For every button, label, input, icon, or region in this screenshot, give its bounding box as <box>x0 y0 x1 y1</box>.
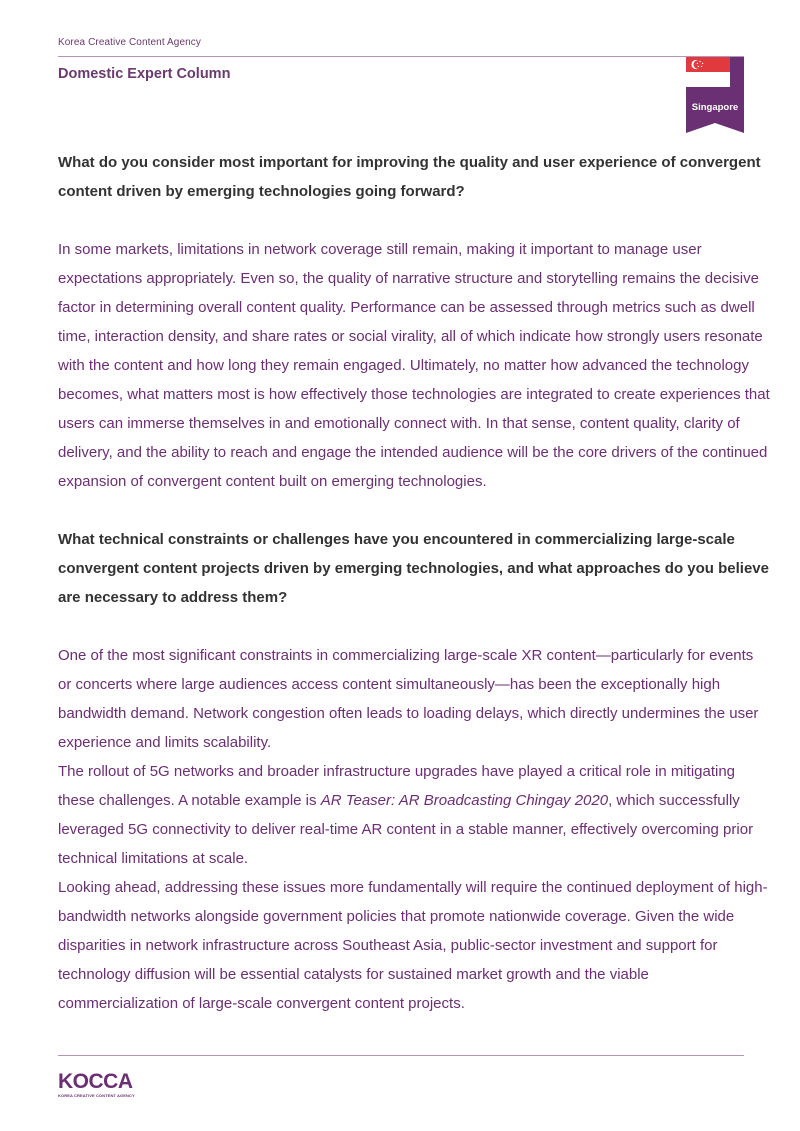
logo-wordmark: KOCCA <box>58 1070 133 1093</box>
header-divider <box>58 56 744 57</box>
answer-2-paragraph-1: One of the most significant constraints in commercializing large-scale XR content—particularly for events or concerts where large audiences access content simultaneously—has been the exceptionally high bandwidth demand. Network congestion often leads to loading delays, which directly undermines the user experience and limits scalability. <box>58 647 759 751</box>
kocca-logo <box>58 1070 158 1102</box>
singapore-flag-icon <box>686 57 730 87</box>
answer-2-text-before: The rollout of 5G networks and broader infrastructure upgrades have played a critical role in mitigating these challenges. A notable example is <box>58 763 736 809</box>
answer-2-paragraph-3: Looking ahead, addressing these issues more fundamentally will require the continued deployment of high-bandwidth networks alongside government policies that promote nationwide coverage. Given the wide disparities in network infrastructure across Southeast Asia, public-sector investment and support for technology diffusion will be essential catalysts for sustained market growth and the viable commercialization of large-scale convergent content projects. <box>58 879 768 1012</box>
answer-2-text-after: , which successfully leveraged 5G connectivity to deliver real-time AR content in a stable manner, effectively overcoming prior technical limitations at scale. <box>58 792 754 867</box>
country-label: Singapore <box>691 102 739 113</box>
answer-2-paragraph-2 <box>58 757 770 873</box>
question-2: What technical constraints or challenges have you encountered in commercializing large-scale convergent content projects driven by emerging technologies, and what approaches do you believe are necessary to address them? <box>58 531 769 606</box>
footer-divider <box>58 1055 744 1056</box>
project-title: AR Teaser: AR Broadcasting Chingay 2020 <box>320 792 609 809</box>
article-body <box>58 148 770 1018</box>
column-title: Domestic Expert Column <box>58 66 231 82</box>
agency-name: Korea Creative Content Agency <box>58 37 201 48</box>
answer-1: In some markets, limitations in network coverage still remain, making it important to manage user expectations appropriately. Even so, the quality of narrative structure and storytelling remains the decisive factor in determining overall content quality. Performance can be assessed through metrics such as dwell time, interaction density, and share rates or social virality, all of which indicate how strongly users resonate with the content and how long they remain engaged. Ultimately, no matter how advanced the technology becomes, what matters most is how effectively those technologies are integrated to create experiences that users can immerse themselves in and emotionally connect with. In that sense, content quality, clarity of delivery, and the ability to reach and engage the intended audience will be the core drivers of the continued expansion of convergent content built on emerging technologies. <box>58 241 770 490</box>
country-badge <box>686 57 744 133</box>
question-1: What do you consider most important for improving the quality and user experience of convergent content driven by emerging technologies going forward? <box>58 154 761 200</box>
logo-subtext: KOREA CREATIVE CONTENT AGENCY <box>58 1093 135 1098</box>
